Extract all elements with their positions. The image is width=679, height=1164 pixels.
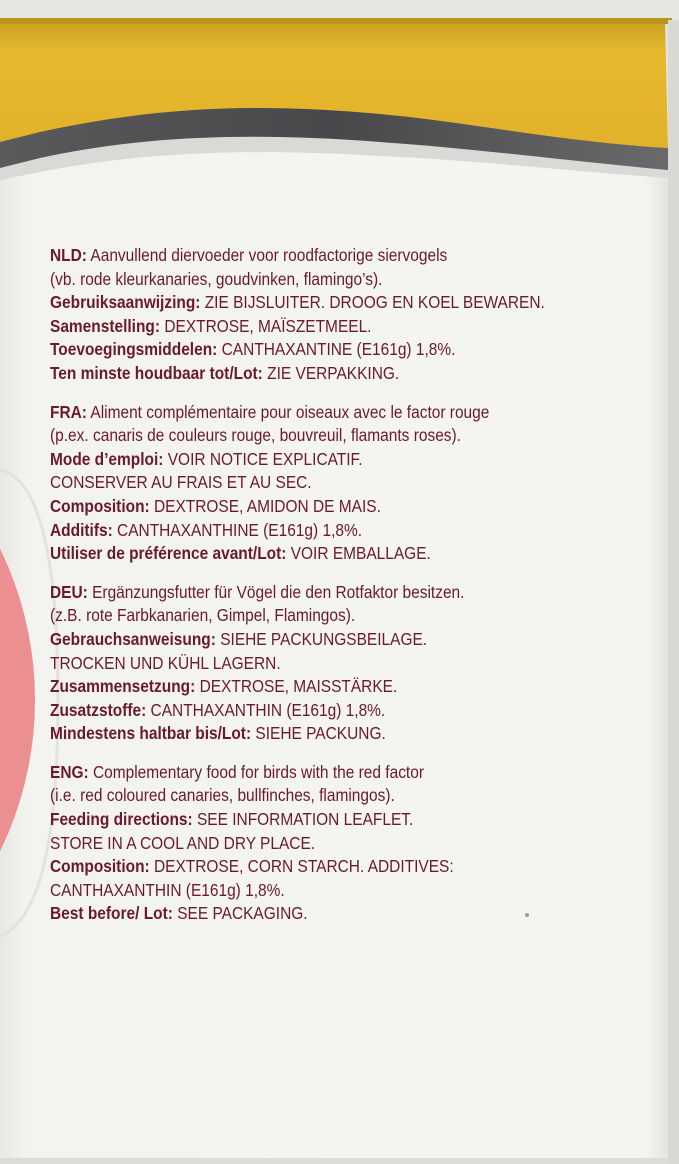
- text-line: [50, 315, 599, 339]
- line-value: SIEHE PACKUNG.: [251, 723, 386, 744]
- text-line: [50, 495, 599, 519]
- line-key: DEU:: [50, 581, 88, 602]
- text-line: [50, 268, 599, 292]
- line-key: ENG:: [50, 761, 89, 782]
- line-value: SEE INFORMATION LEAFLET.: [192, 809, 414, 830]
- line-value: DEXTROSE, AMIDON DE MAIS.: [149, 495, 381, 516]
- language-block-fra: [50, 401, 599, 566]
- line-value: (vb. rode kleurkanaries, goudvinken, flamingo’s).: [50, 268, 383, 289]
- line-key: Mindestens haltbar bis/Lot:: [50, 723, 252, 744]
- line-value: VOIR EMBALLAGE.: [286, 543, 431, 564]
- line-value: CANTHAXANTINE (E161g) 1,8%.: [217, 339, 456, 360]
- line-value: CANTHAXANTHIN (E161g) 1,8%.: [50, 879, 285, 900]
- line-value: (z.B. rote Farbkanarien, Gimpel, Flamingos).: [50, 605, 356, 626]
- line-key: Feeding directions:: [50, 809, 193, 830]
- line-key: Composition:: [50, 495, 150, 516]
- line-key: Gebrauchsanweisung:: [50, 628, 216, 649]
- line-value: ZIE VERPAKKING.: [262, 362, 400, 383]
- language-block-deu: [50, 581, 599, 746]
- text-line: [50, 902, 599, 926]
- text-line: [50, 471, 599, 495]
- text-line: [50, 784, 599, 808]
- line-key: Zusatzstoffe:: [50, 699, 147, 720]
- line-value: VOIR NOTICE EXPLICATIF.: [163, 448, 363, 469]
- line-value: Complementary food for birds with the red factor: [88, 761, 424, 782]
- line-value: Ergänzungsfutter für Vögel die den Rotfaktor besitzen.: [87, 581, 465, 602]
- line-value: DEXTROSE, MAÏSZETMEEL.: [160, 315, 372, 336]
- language-block-eng: [50, 761, 599, 926]
- text-line: [50, 832, 599, 856]
- text-line: [50, 401, 599, 425]
- line-value: SEE PACKAGING.: [172, 903, 308, 924]
- text-line: [50, 542, 599, 566]
- line-key: Additifs:: [50, 519, 113, 540]
- line-key: Best before/ Lot:: [50, 903, 173, 924]
- text-line: [50, 699, 599, 723]
- text-line: [50, 628, 599, 652]
- line-value: (i.e. red coloured canaries, bullfinches, flamingos).: [50, 785, 395, 806]
- line-key: Toevoegingsmiddelen:: [50, 339, 218, 360]
- text-line: [50, 244, 599, 268]
- ingredient-label-text: [50, 244, 599, 941]
- line-key: Samenstelling:: [50, 315, 161, 336]
- line-value: DEXTROSE, CORN STARCH. ADDITIVES:: [149, 856, 454, 877]
- text-line: [50, 519, 599, 543]
- line-key: Gebruiksaanwijzing:: [50, 292, 201, 313]
- text-line: [50, 652, 599, 676]
- text-line: [50, 722, 599, 746]
- text-line: [50, 448, 599, 472]
- line-key: Utiliser de préférence avant/Lot:: [50, 543, 287, 564]
- text-line: [50, 604, 599, 628]
- line-key: FRA:: [50, 401, 87, 422]
- text-line: [50, 424, 599, 448]
- text-line: [50, 362, 599, 386]
- line-value: Aliment complémentaire pour oiseaux avec le factor rouge: [86, 401, 490, 422]
- line-value: CANTHAXANTHIN (E161g) 1,8%.: [146, 699, 386, 720]
- text-line: [50, 879, 599, 903]
- text-line: [50, 581, 599, 605]
- line-value: TROCKEN UND KÜHL LAGERN.: [50, 652, 281, 673]
- line-value: CANTHAXANTHINE (E161g) 1,8%.: [112, 519, 363, 540]
- line-key: Composition:: [50, 856, 150, 877]
- text-line: [50, 855, 599, 879]
- line-key: NLD:: [50, 245, 87, 265]
- line-key: Zusammensetzung:: [50, 676, 196, 697]
- text-line: [50, 808, 599, 832]
- text-line: [50, 675, 599, 699]
- line-value: (p.ex. canaris de couleurs rouge, bouvreuil, flamants roses).: [50, 425, 461, 446]
- text-line: [50, 338, 599, 362]
- text-line: [50, 291, 599, 315]
- line-value: SIEHE PACKUNGSBEILAGE.: [215, 628, 428, 649]
- line-value: DEXTROSE, MAISSTÄRKE.: [195, 676, 398, 697]
- text-line: [50, 761, 599, 785]
- line-value: Aanvullend diervoeder voor roodfactorige siervogels: [86, 245, 448, 265]
- line-key: Ten minste houdbaar tot/Lot:: [50, 362, 263, 383]
- line-value: CONSERVER AU FRAIS ET AU SEC.: [50, 472, 312, 493]
- language-block-nld: [50, 244, 599, 386]
- line-value: STORE IN A COOL AND DRY PLACE.: [50, 832, 316, 853]
- line-value: ZIE BIJSLUITER. DROOG EN KOEL BEWAREN.: [200, 292, 545, 313]
- line-key: Mode d’emploi:: [50, 448, 164, 469]
